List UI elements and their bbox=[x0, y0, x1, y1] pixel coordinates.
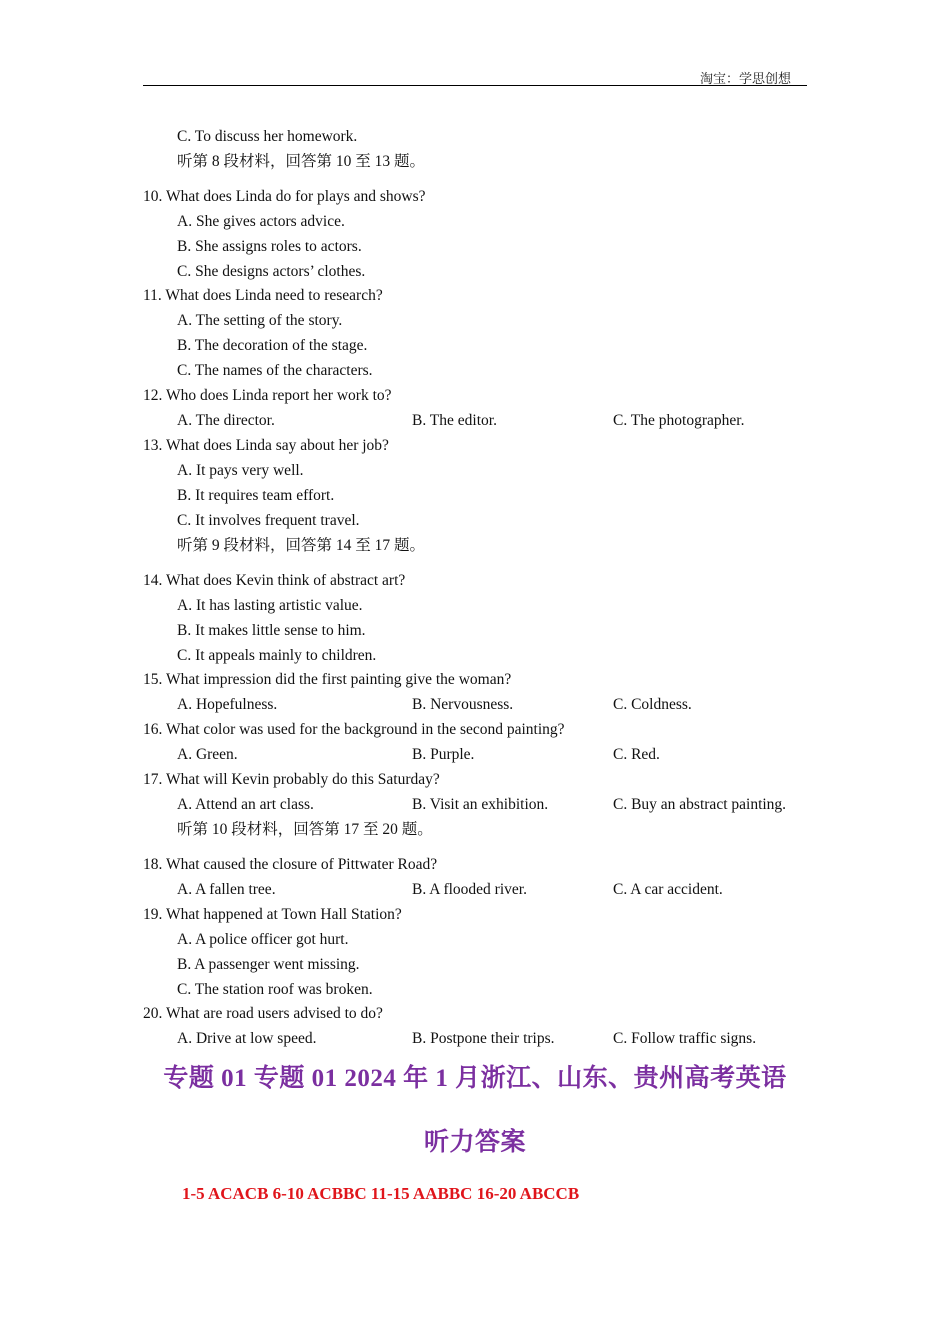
option-line: C. The names of the characters. bbox=[177, 362, 373, 379]
option-line: A. It has lasting artistic value. bbox=[177, 597, 363, 614]
header-rule bbox=[143, 85, 807, 86]
option-line: C. Coldness. bbox=[613, 696, 692, 713]
question-line: 16. What color was used for the background in the second painting? bbox=[143, 721, 565, 738]
question-line: 19. What happened at Town Hall Station? bbox=[143, 906, 402, 923]
question-line: 13. What does Linda say about her job? bbox=[143, 437, 389, 454]
option-line: A. Hopefulness. bbox=[177, 696, 278, 713]
question-line: 17. What will Kevin probably do this Saturday? bbox=[143, 771, 440, 788]
option-line: B. Nervousness. bbox=[412, 696, 514, 713]
option-line: A. Drive at low speed. bbox=[177, 1030, 317, 1047]
option-line: C. It appeals mainly to children. bbox=[177, 647, 377, 664]
option-line: B. Visit an exhibition. bbox=[412, 796, 549, 813]
option-line: A. The setting of the story. bbox=[177, 312, 343, 329]
header-text: 淘宝：学思创想 bbox=[700, 71, 792, 86]
option-line: A. A fallen tree. bbox=[177, 881, 276, 898]
option-line: C. Red. bbox=[613, 746, 660, 763]
option-line: A. Attend an art class. bbox=[177, 796, 314, 813]
option-line: A. A police officer got hurt. bbox=[177, 931, 349, 948]
option-line: B. Postpone their trips. bbox=[412, 1030, 555, 1047]
answer-key: 1-5 ACACB 6-10 ACBBC 11-15 AABBC 16-20 ABCCB bbox=[182, 1184, 580, 1203]
option-line: A. Green. bbox=[177, 746, 238, 763]
option-line: B. It makes little sense to him. bbox=[177, 622, 366, 639]
option-line: C. To discuss her homework. bbox=[177, 128, 358, 145]
option-line: B. A passenger went missing. bbox=[177, 956, 360, 973]
section-instruction: 听第 8 段材料，回答第 10 至 13 题。 bbox=[177, 153, 426, 170]
answer-title: 专题 01 专题 01 2024 年 1 月浙江、山东、贵州高考英语 bbox=[163, 1065, 787, 1092]
question-line: 11. What does Linda need to research? bbox=[143, 287, 383, 304]
option-line: C. Buy an abstract painting. bbox=[613, 796, 787, 813]
option-line: C. A car accident. bbox=[613, 881, 723, 898]
option-line: A. The director. bbox=[177, 412, 275, 429]
option-line: B. The editor. bbox=[412, 412, 497, 429]
option-line: C. The station roof was broken. bbox=[177, 981, 373, 998]
option-line: A. It pays very well. bbox=[177, 462, 304, 479]
option-line: C. Follow traffic signs. bbox=[613, 1030, 757, 1047]
option-line: B. She assigns roles to actors. bbox=[177, 238, 362, 255]
question-line: 15. What impression did the first painting give the woman? bbox=[143, 671, 512, 688]
section-instruction: 听第 10 段材料，回答第 17 至 20 题。 bbox=[177, 821, 433, 838]
question-line: 14. What does Kevin think of abstract art? bbox=[143, 572, 406, 589]
option-line: A. She gives actors advice. bbox=[177, 213, 345, 230]
question-line: 18. What caused the closure of Pittwater Road? bbox=[143, 856, 438, 873]
option-line: B. The decoration of the stage. bbox=[177, 337, 368, 354]
answer-title-continued: 听力答案 bbox=[423, 1129, 526, 1156]
question-line: 12. Who does Linda report her work to? bbox=[143, 387, 392, 404]
option-line: C. The photographer. bbox=[613, 412, 745, 429]
option-line: B. It requires team effort. bbox=[177, 487, 335, 504]
option-line: B. A flooded river. bbox=[412, 881, 527, 898]
question-line: 10. What does Linda do for plays and shows? bbox=[143, 188, 426, 205]
section-instruction: 听第 9 段材料，回答第 14 至 17 题。 bbox=[177, 537, 426, 554]
option-line: C. She designs actors’ clothes. bbox=[177, 263, 366, 280]
question-line: 20. What are road users advised to do? bbox=[143, 1005, 383, 1022]
option-line: C. It involves frequent travel. bbox=[177, 512, 360, 529]
option-line: B. Purple. bbox=[412, 746, 475, 763]
